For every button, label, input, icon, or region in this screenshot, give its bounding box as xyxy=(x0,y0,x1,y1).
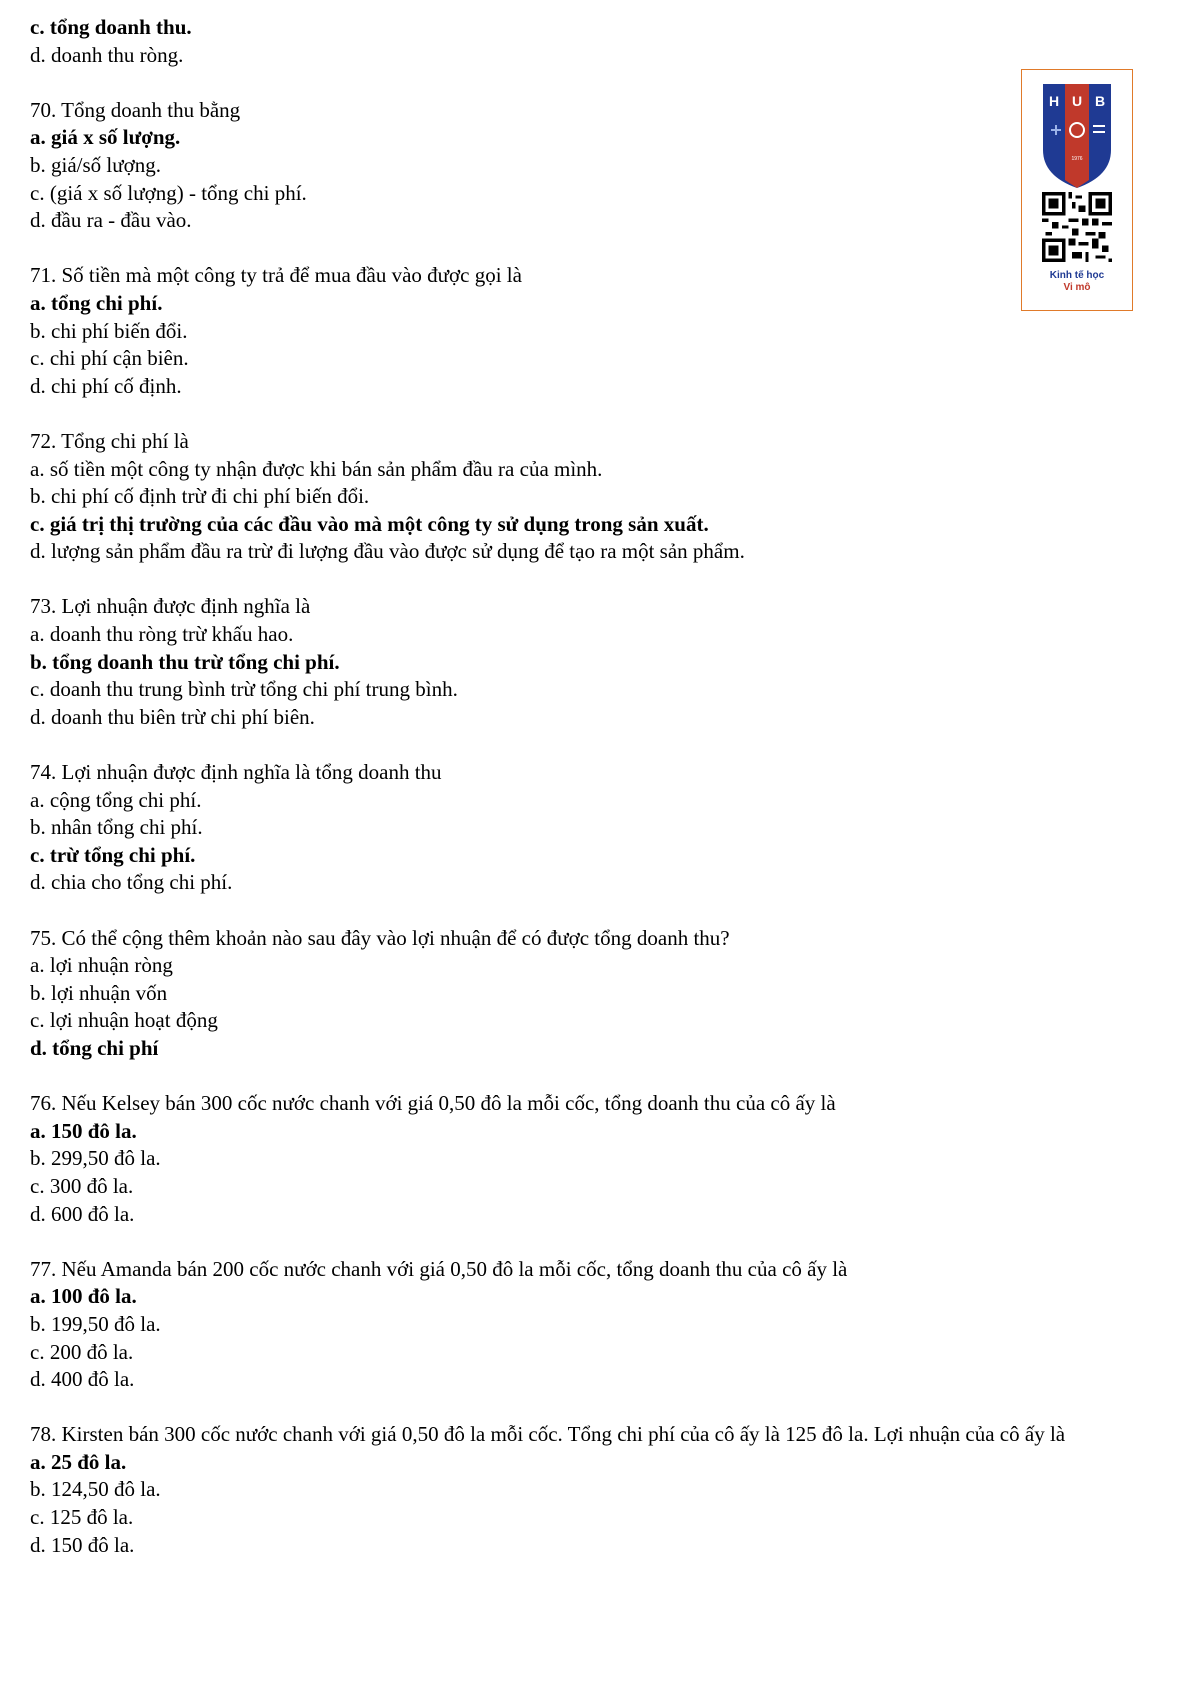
question-stem: 72. Tổng chi phí là xyxy=(30,428,189,453)
question-stem: 77. Nếu Amanda bán 200 cốc nước chanh với giá 0,50 đô la mỗi cốc, tổng doanh thu của cô ấy là xyxy=(30,1256,848,1281)
logo-letter-u: U xyxy=(1071,93,1083,109)
question-stem: 78. Kirsten bán 300 cốc nước chanh với giá 0,50 đô la mỗi cốc. Tổng chi phí của cô ấy là 125 đô la. Lợi nhuận của cô ấy là xyxy=(30,1422,1066,1447)
answer-option: c. lợi nhuận hoạt động xyxy=(30,1008,218,1033)
question-stem: 73. Lợi nhuận được định nghĩa là xyxy=(30,594,311,619)
answer-option: c. 200 đô la. xyxy=(30,1339,134,1364)
logo-caption-line2: Vi mô xyxy=(1063,282,1091,293)
answer-option: d. chia cho tổng chi phí. xyxy=(30,870,233,895)
answer-option: b. 299,50 đô la. xyxy=(30,1146,161,1171)
answer-option-correct: a. 150 đô la. xyxy=(30,1118,137,1143)
answer-option-correct: a. giá x số lượng. xyxy=(30,125,181,150)
answer-option-correct: a. 25 đô la. xyxy=(30,1449,127,1474)
answer-option: c. chi phí cận biên. xyxy=(30,346,189,371)
answer-option: a. doanh thu ròng trừ khấu hao. xyxy=(30,622,294,647)
question-stem: 74. Lợi nhuận được định nghĩa là tổng doanh thu xyxy=(30,760,442,785)
answer-option: d. chi phí cố định. xyxy=(30,373,182,398)
answer-option: d. 600 đô la. xyxy=(30,1201,135,1226)
answer-option: d. 150 đô la. xyxy=(30,1532,135,1557)
answer-option: b. 199,50 đô la. xyxy=(30,1311,161,1336)
paragraph-spacer xyxy=(30,566,1160,594)
paragraph-spacer xyxy=(30,400,1160,428)
answer-option: b. chi phí biến đổi. xyxy=(30,318,188,343)
logo-year: 1976 xyxy=(1071,156,1083,162)
question-stem: 70. Tổng doanh thu bằng xyxy=(30,97,241,122)
hub-logo-card xyxy=(1021,69,1133,311)
question-stem: 75. Có thể cộng thêm khoản nào sau đây vào lợi nhuận để có được tổng doanh thu? xyxy=(30,925,730,950)
answer-option: d. doanh thu biên trừ chi phí biên. xyxy=(30,704,315,729)
answer-option-correct: c. tổng doanh thu. xyxy=(30,15,192,39)
answer-option: c. (giá x số lượng) - tổng chi phí. xyxy=(30,180,307,205)
paragraph-spacer xyxy=(30,731,1160,759)
answer-option: b. giá/số lượng. xyxy=(30,152,161,177)
answer-option-correct: a. 100 đô la. xyxy=(30,1284,137,1309)
answer-option-correct: d. tổng chi phí xyxy=(30,1035,159,1060)
answer-option: a. cộng tổng chi phí. xyxy=(30,787,202,812)
answer-option: b. 124,50 đô la. xyxy=(30,1477,161,1502)
answer-option: b. nhân tổng chi phí. xyxy=(30,815,203,840)
paragraph-spacer xyxy=(30,235,1160,263)
answer-option: d. đầu ra - đầu vào. xyxy=(30,208,192,233)
question-stem: 71. Số tiền mà một công ty trả để mua đầu vào được gọi là xyxy=(30,263,522,288)
answer-option: a. lợi nhuận ròng xyxy=(30,953,173,978)
paragraph-spacer xyxy=(30,1063,1160,1091)
qr-code-icon xyxy=(1042,192,1112,262)
paragraph-spacer xyxy=(30,897,1160,925)
paragraph-spacer xyxy=(30,69,1160,97)
hub-shield-logo-icon xyxy=(1039,80,1115,190)
answer-option: c. doanh thu trung bình trừ tổng chi phí trung bình. xyxy=(30,677,458,702)
paragraph-spacer xyxy=(30,1394,1160,1422)
question-stem: 76. Nếu Kelsey bán 300 cốc nước chanh với giá 0,50 đô la mỗi cốc, tổng doanh thu của cô ấy là xyxy=(30,1091,836,1116)
logo-letter-h: H xyxy=(1048,93,1060,109)
answer-option: d. 400 đô la. xyxy=(30,1367,135,1392)
paragraph-spacer xyxy=(30,1228,1160,1256)
document-body xyxy=(30,14,1160,1559)
logo-letter-b: B xyxy=(1094,93,1106,109)
answer-option-correct: b. tổng doanh thu trừ tổng chi phí. xyxy=(30,649,340,674)
answer-option-correct: a. tổng chi phí. xyxy=(30,290,163,315)
answer-option-correct: c. trừ tổng chi phí. xyxy=(30,842,196,867)
answer-option: a. số tiền một công ty nhận được khi bán sản phẩm đầu ra của mình. xyxy=(30,456,603,481)
logo-caption xyxy=(1022,270,1132,294)
answer-option: b. chi phí cố định trừ đi chi phí biến đổi. xyxy=(30,484,370,509)
answer-option-correct: c. giá trị thị trường của các đầu vào mà một công ty sử dụng trong sản xuất. xyxy=(30,511,709,536)
answer-option: d. doanh thu ròng. xyxy=(30,42,184,67)
logo-caption-line1: Kinh tế học xyxy=(1049,270,1105,281)
answer-option: b. lợi nhuận vốn xyxy=(30,980,168,1005)
answer-option: c. 125 đô la. xyxy=(30,1505,134,1530)
answer-option: c. 300 đô la. xyxy=(30,1173,134,1198)
answer-option: d. lượng sản phẩm đầu ra trừ đi lượng đầu vào được sử dụng để tạo ra một sản phẩm. xyxy=(30,539,745,564)
